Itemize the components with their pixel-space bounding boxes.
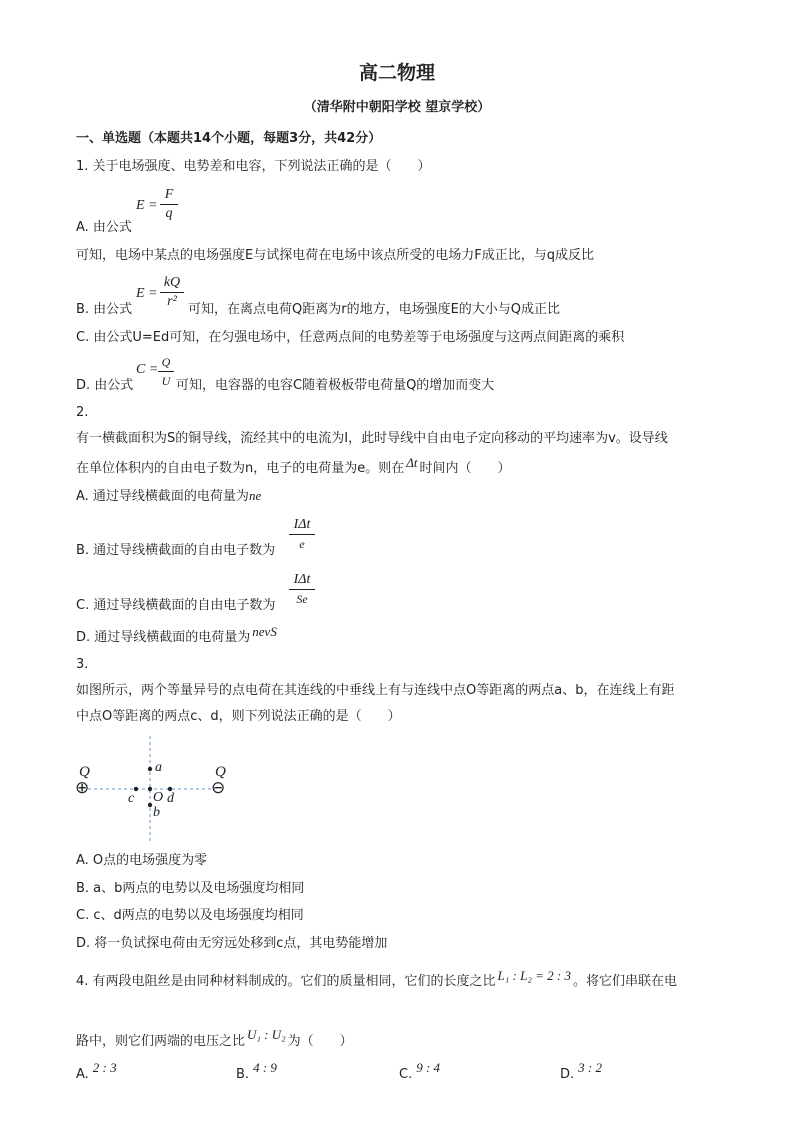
- positive-charge-icon: ⊕: [75, 778, 90, 798]
- q2-option-b-text: B. 通过导线横截面的自由电子数为: [76, 543, 276, 558]
- page-title: 高二物理: [358, 62, 435, 84]
- q2-stem-line2-a: 在单位体积内的自由电子数为n，电子的电荷量为e。则在: [76, 461, 405, 476]
- q2-option-a-text: A. 通过导线横截面的电荷量为: [76, 489, 249, 504]
- q2-option-a-math: ne: [248, 488, 262, 503]
- fraction-bar: [158, 371, 174, 372]
- q1-b-formula-den: r²: [167, 294, 177, 309]
- q4-option-b: [236, 1060, 277, 1083]
- q2-b-formula-num: IΔt: [293, 517, 311, 532]
- q2-b-formula-den: e: [299, 537, 305, 551]
- point-d-label: d: [167, 791, 174, 806]
- q1-d-formula-den: U: [161, 374, 171, 388]
- q4-option-d-label: D.: [560, 1067, 575, 1082]
- q4-option-c-label: C.: [399, 1067, 413, 1082]
- point-o-label: O: [153, 790, 164, 805]
- q2-option-d-text: D. 通过导线横截面的电荷量为: [76, 630, 251, 645]
- q3-option-b-text: B. a、b两点的电势以及电场强度均相同: [76, 881, 305, 896]
- point-a-label: a: [155, 760, 162, 775]
- fraction-bar: [289, 589, 315, 590]
- q1-d-formula-lhs: C =: [136, 362, 159, 377]
- q3-option-c-text: C. c、d两点的电势以及电场强度均相同: [76, 908, 304, 923]
- q1-option-d-label: D. 由公式: [76, 378, 134, 393]
- q2-stem-line1: 有一横截面积为S的铜导线，流经其中的电流为I，此时导线中自由电子定向移动的平均速率为v。设导线: [76, 431, 668, 446]
- q2-number: 2.: [76, 405, 89, 420]
- q4-stem-line1-b: 。将它们串联在电: [572, 974, 677, 989]
- q4-option-a: [76, 1060, 117, 1083]
- q1-b-formula-num: kQ: [163, 275, 181, 290]
- q2-c-formula-fraction: [289, 572, 315, 607]
- q2-option-a: [76, 488, 261, 505]
- q1-option-c-text: C. 由公式U=Ed可知，在匀强电场中，任意两点间的电势差等于电场强度与这两点间距离的乘积: [76, 330, 625, 345]
- q4-option-a-label: A.: [76, 1067, 89, 1082]
- q1-a-formula-den: q: [165, 206, 173, 221]
- q4-option-d: [560, 1060, 602, 1083]
- fraction-bar: [289, 534, 315, 535]
- q2-stem-line2-b: 时间内（ ）: [419, 461, 511, 476]
- q1-option-b-text: 可知，在离点电荷Q距离为r的地方，电场强度E的大小与Q成正比: [188, 302, 561, 317]
- point-c-dot: [134, 787, 138, 791]
- q2-c-formula-den: Se: [296, 592, 308, 606]
- q1-option-a-text: 可知，电场中某点的电场强度E与试探电荷在电场中该点所受的电场力F成正比，与q成反比: [76, 248, 594, 263]
- q4-option-b-label: B.: [236, 1067, 250, 1082]
- q1-a-formula-num: F: [164, 187, 174, 202]
- q1-b-formula-lhs: E =: [136, 286, 158, 301]
- q4-option-c: [399, 1060, 441, 1083]
- q4-stem-line1-a: 4. 有两段电阻丝是由同种材料制成的。它们的质量相同，它们的长度之比: [76, 974, 496, 989]
- q4-option-b-value: 4 : 9: [253, 1060, 277, 1075]
- left-charge-label: Q: [79, 764, 90, 780]
- q1-d-formula-fraction: [158, 354, 174, 389]
- q1-d-formula-num: Q: [161, 355, 171, 369]
- q4-stem-line2: [76, 1027, 353, 1050]
- q1-option-d-text: 可知，电容器的电容C随着极板带电荷量Q的增加而变大: [176, 378, 495, 393]
- q4-option-c-value: 9 : 4: [416, 1060, 441, 1075]
- point-a-dot: [148, 767, 152, 771]
- point-b-label: b: [153, 805, 160, 820]
- q2-option-c-text: C. 通过导线横截面的自由电子数为: [76, 598, 276, 613]
- q1-b-formula-fraction: [160, 275, 184, 310]
- q2-b-formula-fraction: [289, 517, 315, 552]
- q3-option-a-text: A. O点的电场强度为零: [76, 853, 208, 868]
- point-c-label: c: [128, 791, 135, 806]
- q4-length-ratio: L₁ : L₂ = 2 : 3: [497, 968, 571, 983]
- page-subtitle: （清华附中朝阳学校 望京学校）: [303, 100, 491, 115]
- q4-stem-line2-a: 路中，则它们两端的电压之比: [76, 1034, 246, 1049]
- q2-stem-dt: Δt: [406, 455, 418, 470]
- q3-stem-line2: 中点O等距离的两点c、d，则下列说法正确的是（ ）: [76, 709, 401, 724]
- q1-a-formula-lhs: E =: [136, 198, 158, 213]
- fraction-bar: [160, 204, 178, 205]
- negative-charge-icon: ⊖: [211, 778, 226, 798]
- q4-voltage-ratio: U₁ : U₂: [247, 1027, 286, 1042]
- q1-stem: 1. 关于电场强度、电势差和电容，下列说法正确的是（ ）: [76, 159, 431, 174]
- q3-stem-line1: 如图所示，两个等量异号的点电荷在其连线的中垂线上有与连线中点O等距离的两点a、b，在连线上有距: [76, 683, 675, 698]
- q1-a-formula-fraction: [160, 187, 178, 222]
- q2-option-d: [76, 624, 277, 646]
- q4-option-d-value: 3 : 2: [578, 1060, 602, 1075]
- point-o-dot: [148, 787, 152, 791]
- q4-stem-line2-b: 为（ ）: [287, 1034, 353, 1049]
- q3-number: 3.: [76, 657, 89, 672]
- q2-stem-line2: [76, 455, 511, 477]
- q2-option-d-math: nevS: [252, 624, 277, 639]
- point-b-dot: [148, 803, 152, 807]
- q4-option-a-value: 2 : 3: [92, 1060, 117, 1075]
- q4-stem-line1: [76, 968, 677, 990]
- q2-c-formula-num: IΔt: [293, 572, 311, 587]
- q3-option-d-text: D. 将一负试探电荷由无穷远处移到c点，其电势能增加: [76, 936, 388, 951]
- q1-option-a-label: A. 由公式: [76, 220, 132, 235]
- q1-option-b-label: B. 由公式: [76, 302, 133, 317]
- fraction-bar: [160, 292, 184, 293]
- section-heading: 一、单选题（本题共14个小题，每题3分，共42分）: [76, 131, 382, 146]
- right-charge-label: Q: [215, 764, 226, 780]
